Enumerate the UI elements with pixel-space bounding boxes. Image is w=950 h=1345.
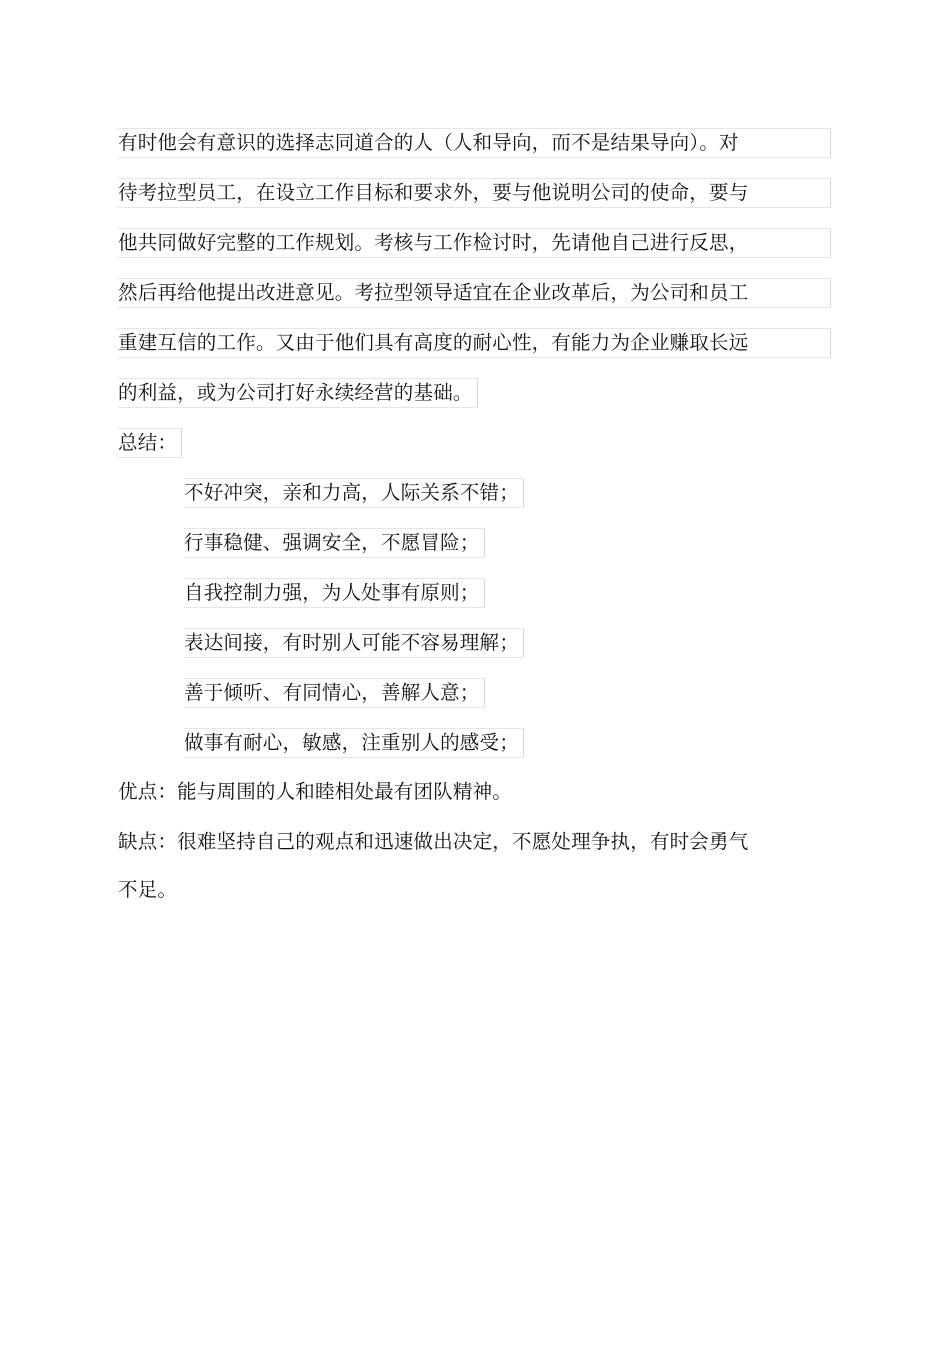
paragraph-line-5: 重建互信的工作。又由于他们具有高度的耐心性，有能力为企业赚取长远 (118, 328, 831, 358)
summary-heading: 总结： (118, 428, 182, 458)
summary-item: 行事稳健、强调安全，不愿冒险； (184, 528, 485, 558)
summary-item: 表达间接，有时别人可能不容易理解； (184, 628, 524, 658)
paragraph-line-2: 待考拉型员工，在设立工作目标和要求外，要与他说明公司的使命，要与 (118, 178, 831, 208)
paragraph-line-4: 然后再给他提出改进意见。考拉型领导适宜在企业改革后，为公司和员工 (118, 278, 831, 308)
summary-item: 不好冲突，亲和力高，人际关系不错； (184, 478, 524, 508)
strengths-line: 优点：能与周围的人和睦相处最有团队精神。 (118, 780, 513, 803)
weaknesses-line-1: 缺点：很难坚持自己的观点和迅速做出决定，不愿处理争执，有时会勇气 (118, 830, 749, 853)
weaknesses-line-2: 不足。 (118, 878, 178, 901)
summary-item: 做事有耐心，敏感，注重别人的感受； (184, 728, 524, 758)
summary-item: 善于倾听、有同情心，善解人意； (184, 678, 485, 708)
paragraph-line-1: 有时他会有意识的选择志同道合的人（人和导向，而不是结果导向）。对 (118, 128, 831, 158)
summary-item: 自我控制力强，为人处事有原则； (184, 578, 485, 608)
paragraph-line-3: 他共同做好完整的工作规划。考核与工作检讨时，先请他自己进行反思， (118, 228, 831, 258)
paragraph-line-6: 的利益，或为公司打好永续经营的基础。 (118, 378, 478, 408)
